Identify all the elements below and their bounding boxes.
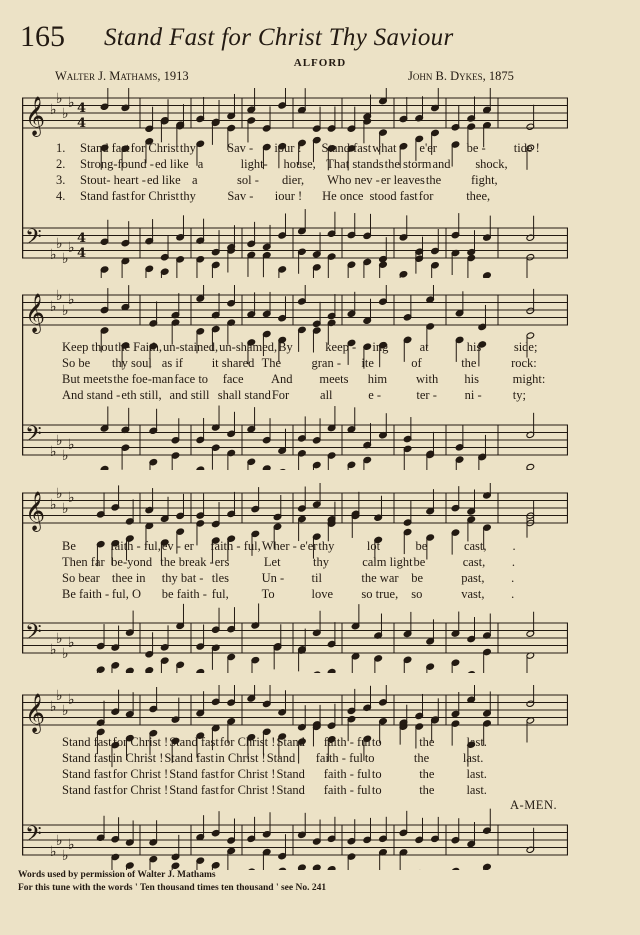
verse-number: 3. (56, 173, 66, 187)
note-head (278, 468, 287, 470)
lyric-syllable: un-shamed, (219, 340, 278, 354)
flat-icon: ♭ (62, 448, 69, 464)
lyric-syllable (514, 782, 560, 798)
lyric-syllable: as if (161, 356, 183, 370)
flat-icon: ♭ (62, 848, 69, 864)
lyric-syllable: to (364, 751, 375, 765)
lyric-syllable: light- (240, 157, 268, 171)
flat-icon: ♭ (68, 437, 75, 453)
treble-clef-icon: 𝄞 (25, 491, 46, 531)
flat-icon: ♭ (56, 833, 63, 849)
lyric-syllable (518, 156, 560, 172)
treble-clef-icon: 𝄞 (25, 96, 46, 136)
lyric-syllable: faith - ful, (110, 539, 161, 553)
note-head (278, 867, 287, 870)
lyric-line (80, 188, 560, 204)
lyric-syllable: past, (461, 571, 485, 585)
lyric-line (62, 586, 560, 602)
lyric-syllable: thee in (111, 571, 146, 585)
lyric-syllable: rock: (511, 356, 537, 370)
lyric-syllable: To (261, 587, 275, 601)
lyric-syllable: for Christ ! (112, 735, 169, 749)
lyric-syllable: . (511, 555, 515, 569)
time-signature: 4 (77, 246, 87, 261)
flat-icon: ♭ (56, 288, 63, 304)
lyric-syllable (514, 188, 560, 204)
lyric-line (62, 782, 560, 798)
lyric-syllable: Stand (276, 783, 305, 797)
lyric-syllable: . (512, 539, 516, 553)
flat-icon: ♭ (50, 642, 57, 658)
verse-number: 4. (56, 189, 66, 203)
lyric-syllable: Un - (261, 571, 285, 585)
flat-icon: ♭ (56, 486, 63, 502)
lyric-line (62, 339, 560, 355)
lyric-syllable: Stand fast (169, 767, 219, 781)
lyric-syllable: the war (361, 571, 399, 585)
lyric-syllable: the (425, 173, 442, 187)
lyric-syllable: ni - (464, 388, 482, 402)
lyric-line (62, 734, 560, 750)
lyric-syllable: . (511, 571, 515, 585)
lyric-syllable: it shared (211, 356, 255, 370)
lyric-syllable (512, 750, 560, 766)
lyric-syllable: Stout- heart - (80, 173, 146, 187)
lyric-syllable: Sav - (227, 141, 254, 155)
lyric-line (62, 554, 560, 570)
lyric-syllable: Stand fast (62, 783, 112, 797)
lyric-syllable: sol - (237, 173, 259, 187)
lyric-syllable: the (413, 751, 430, 765)
bass-clef-icon: 𝄢 (25, 422, 42, 452)
tune-name: ALFORD (293, 57, 347, 69)
lyric-syllable: iour ! (274, 189, 303, 203)
lyric-syllable: cast, (463, 539, 487, 553)
lyric-syllable: house, (283, 157, 316, 171)
bass-clef-icon: 𝄢 (25, 822, 42, 852)
lyric-syllable (514, 734, 560, 750)
lyric-syllable: eth still, (121, 388, 162, 402)
lyric-syllable: be faith - (161, 587, 207, 601)
lyric-syllable: faith - ful (323, 735, 371, 749)
lyric-syllable: at (419, 340, 429, 354)
lyric-syllable: That stands (326, 157, 384, 171)
lyric-syllable: for Christ ! (219, 767, 276, 781)
lyric-syllable: Stand fast (321, 141, 372, 155)
lyric-syllable: Stand (276, 767, 305, 781)
lyric-syllable: the storm (384, 157, 432, 171)
lyric-syllable: the foe-man (113, 372, 174, 386)
flat-icon: ♭ (62, 106, 69, 122)
lyric-syllable: be - (466, 141, 486, 155)
lyric-syllable: And (271, 372, 293, 386)
lyric-syllable: for Christ (130, 141, 179, 155)
lyric-syllable: calm light (362, 555, 413, 569)
lyric-syllable: til (311, 571, 322, 585)
lyric-syllable: a (191, 173, 198, 187)
lyric-syllable: what - (372, 141, 404, 155)
lyric-syllable: shock, (475, 157, 508, 171)
lyric-syllable: be (411, 571, 424, 585)
note-head (451, 867, 460, 870)
lyric-line (62, 750, 560, 766)
lyric-syllable: faith - ful (323, 767, 371, 781)
flat-icon: ♭ (50, 497, 57, 513)
lyric-syllable: a (197, 157, 204, 171)
time-signature: 4 (77, 231, 87, 246)
lyric-syllable: e'er (419, 141, 437, 155)
lyric-line (62, 355, 560, 371)
footnote-alternate: For this tune with the words ' Ten thousand times ten thousand ' see No. 241 (18, 883, 327, 893)
lyric-syllable: with (416, 372, 439, 386)
lyric-syllable: Be faith - (62, 587, 110, 601)
flat-icon: ♭ (68, 692, 75, 708)
flat-icon: ♭ (50, 102, 57, 118)
lyric-syllable: all (320, 388, 333, 402)
lyric-line (62, 371, 560, 387)
time-signature: 4 (77, 116, 87, 131)
lyric-syllable: thy (179, 189, 196, 203)
note-head (247, 868, 256, 870)
lyric-syllable: shall stand (217, 388, 271, 402)
flat-icon: ♭ (56, 236, 63, 252)
lyric-syllable: Stand fast (62, 767, 112, 781)
lyric-syllable: for Christ (130, 189, 179, 203)
lyric-line (80, 172, 560, 188)
lyric-syllable: ed like (154, 157, 189, 171)
lyric-syllable: ers (214, 555, 230, 569)
lyric-line (62, 570, 560, 586)
flat-icon: ♭ (68, 95, 75, 111)
flat-icon: ♭ (56, 91, 63, 107)
bass-clef-icon: 𝄢 (25, 620, 42, 650)
verse-number: 2. (56, 157, 66, 171)
lyric-syllable: him (367, 372, 388, 386)
lyric-syllable: tles (211, 571, 230, 585)
lyric-syllable (514, 766, 560, 782)
flat-icon: ♭ (50, 299, 57, 315)
lyric-line (62, 538, 560, 554)
lyric-syllable: faith - ful (315, 751, 363, 765)
lyric-syllable: face (222, 372, 244, 386)
note-head (312, 671, 321, 673)
lyric-syllable: of (411, 356, 422, 370)
lyric-syllable: last. (466, 767, 487, 781)
lyric-syllable: be-yond (111, 555, 153, 569)
lyric-syllable: for Christ ! (112, 783, 169, 797)
lyric-syllable: love (311, 587, 334, 601)
lyric-syllable: ed like (146, 173, 181, 187)
lyric-syllable: He once (322, 189, 364, 203)
flat-icon: ♭ (50, 247, 57, 263)
lyric-syllable: last. (466, 783, 487, 797)
flat-icon: ♭ (62, 251, 69, 267)
lyric-syllable: Stand (266, 751, 296, 765)
lyric-syllable: Stand fast (62, 735, 112, 749)
lyric-syllable: his (464, 372, 479, 386)
flat-icon: ♭ (50, 844, 57, 860)
lyric-syllable: Stand fast (80, 189, 130, 203)
lyric-syllable: last. (462, 751, 484, 765)
lyric-syllable: The (261, 356, 282, 370)
lyric-syllable: for Christ ! (219, 783, 276, 797)
lyric-syllable: Stand (276, 735, 305, 749)
lyric-syllable: thy (318, 539, 335, 553)
bass-clef-icon: 𝄢 (25, 225, 42, 255)
lyric-syllable: the (419, 783, 435, 797)
flat-icon: ♭ (62, 646, 69, 662)
lyric-syllable: dier, (282, 173, 305, 187)
lyric-syllable: to (371, 783, 382, 797)
lyric-syllable: be (415, 539, 428, 553)
lyric-syllable: the break - (160, 555, 214, 569)
lyric-syllable: so (411, 587, 423, 601)
verse-number: 1. (56, 141, 66, 155)
lyric-syllable: for Christ ! (219, 735, 276, 749)
lyric-syllable: Stand fast (164, 751, 215, 765)
lyric-syllable: For (271, 388, 290, 402)
lyric-syllable: faith - ful, (210, 539, 261, 553)
lyric-syllable: face to (174, 372, 209, 386)
lyric-syllable: thy (313, 555, 330, 569)
lyric-syllable: the (419, 735, 435, 749)
flat-icon: ♭ (68, 490, 75, 506)
lyric-syllable: ty; (512, 388, 526, 402)
lyric-syllable: to (371, 767, 382, 781)
lyric-line (80, 140, 560, 156)
lyric-syllable: Let (263, 555, 281, 569)
lyric-syllable: for (418, 189, 434, 203)
lyric-syllable: thee, (466, 189, 491, 203)
lyric-syllable: iour ! (274, 141, 302, 155)
treble-clef-icon: 𝄞 (25, 293, 46, 333)
lyric-syllable: But meets (62, 372, 113, 386)
flat-icon: ♭ (68, 240, 75, 256)
lyric-syllable: side; (513, 340, 538, 354)
author-credit: Walter J. Mathams, 1913 (55, 69, 189, 83)
lyric-syllable: be (413, 555, 426, 569)
flat-icon: ♭ (62, 703, 69, 719)
lyric-syllable: Who nev - (327, 173, 380, 187)
lyric-syllable: . (511, 587, 515, 601)
lyric-syllable: ful, (211, 587, 229, 601)
lyric-line (62, 387, 560, 403)
flat-icon: ♭ (68, 635, 75, 651)
lyric-syllable: Stand fast (169, 735, 219, 749)
lyric-syllable: Stand fast (169, 783, 219, 797)
lyric-syllable: vast, (461, 587, 485, 601)
flat-icon: ♭ (56, 631, 63, 647)
footnote-permission: Words used by permission of Walter J. Mathams (18, 870, 216, 880)
lyric-syllable: thy (179, 141, 196, 155)
composer-credit: John B. Dykes, 1875 (408, 69, 514, 83)
lyric-syllable: un-stained, (162, 340, 219, 354)
lyric-syllable: the (461, 356, 477, 370)
lyric-syllable: Then far (62, 555, 105, 569)
lyric-syllable: Keep thou (62, 340, 114, 354)
flat-icon: ♭ (56, 433, 63, 449)
lyric-syllable: gran - (311, 356, 341, 370)
lyric-syllable: his (466, 340, 482, 354)
note-head (467, 671, 476, 673)
lyric-syllable: the Faith, (114, 340, 162, 354)
flat-icon: ♭ (62, 303, 69, 319)
flat-icon: ♭ (62, 501, 69, 517)
lyric-syllable: ev - er (161, 539, 194, 553)
lyric-syllable: meets (319, 372, 349, 386)
lyric-syllable: keep - (325, 340, 357, 354)
lyric-syllable: so true, (361, 587, 399, 601)
lyric-syllable: ing (372, 340, 389, 354)
lyric-syllable: faith - ful (323, 783, 371, 797)
lyric-syllable: Stand fast (62, 751, 112, 765)
lyric-syllable: thy soul (111, 356, 152, 370)
lyric-line (62, 766, 560, 782)
lyric-syllable: in Christ ! (215, 751, 266, 765)
lyric-syllable: last. (466, 735, 487, 749)
lyric-syllable: the (419, 767, 435, 781)
lyric-syllable: tide ! (513, 141, 540, 155)
flat-icon: ♭ (68, 837, 75, 853)
lyric-syllable: Stand fast (80, 141, 130, 155)
lyric-syllable: and still (169, 388, 210, 402)
lyric-syllable: By (278, 340, 293, 354)
note-head (196, 466, 205, 470)
lyric-syllable: lot (366, 539, 381, 553)
lyric-syllable: So be (62, 356, 91, 370)
time-signature: 4 (77, 101, 87, 116)
lyric-syllable: And stand - (62, 388, 121, 402)
lyric-syllable: ful, O (111, 587, 142, 601)
lyric-syllable: fight, (470, 173, 498, 187)
lyric-line (80, 156, 560, 172)
lyric-syllable: er leaves (380, 173, 425, 187)
lyric-syllable: and (432, 157, 451, 171)
lyric-syllable: ter - (416, 388, 437, 402)
lyric-syllable: for Christ ! (112, 767, 169, 781)
lyric-syllable: e - (368, 388, 382, 402)
lyric-syllable: So bear (62, 571, 100, 585)
treble-clef-icon: 𝄞 (25, 693, 46, 733)
flat-icon: ♭ (68, 292, 75, 308)
flat-icon: ♭ (56, 688, 63, 704)
lyric-syllable: stood fast (369, 189, 418, 203)
lyric-syllable: Be (62, 539, 76, 553)
lyric-syllable: thy bat - (161, 571, 204, 585)
lyric-syllable: ite (361, 356, 374, 370)
lyric-syllable: to (371, 735, 382, 749)
lyric-syllable: in Christ ! (112, 751, 164, 765)
lyric-syllable: might: (512, 372, 546, 386)
lyric-syllable: Strong-found - (80, 157, 154, 171)
flat-icon: ♭ (50, 699, 57, 715)
hymn-title: Stand Fast for Christ Thy Saviour (104, 24, 454, 51)
hymn-number: 165 (20, 20, 65, 53)
lyric-syllable: cast, (462, 555, 486, 569)
lyric-syllable: Wher - e'er (261, 539, 318, 553)
lyric-syllable: Sav - (227, 189, 254, 203)
lyric-syllable (516, 172, 560, 188)
flat-icon: ♭ (50, 444, 57, 460)
amen-label: A-MEN. (510, 798, 558, 812)
